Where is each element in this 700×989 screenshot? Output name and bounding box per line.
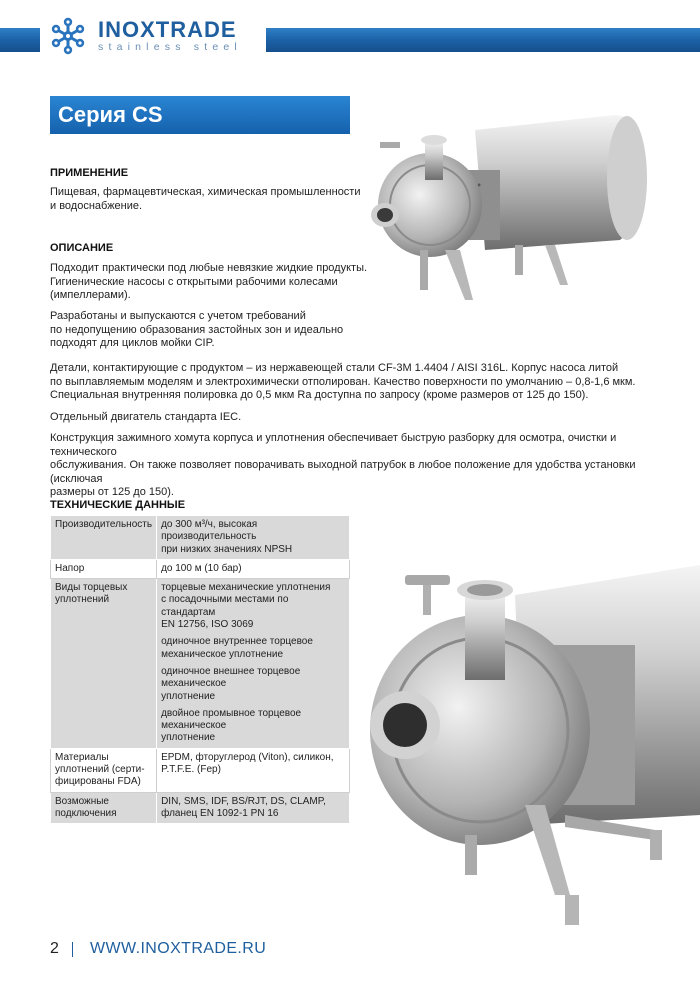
table-row: Производительность до 300 м³/ч, высокая производительность при низких значениях NPSH — [51, 516, 350, 560]
logo — [40, 10, 266, 62]
application-heading: ПРИМЕНЕНИЕ — [50, 167, 129, 179]
brand-tagline: stainless steel — [98, 41, 242, 53]
brand-name: INOXTRADE — [98, 17, 237, 42]
pump-image-large — [365, 565, 700, 940]
description-paragraph-3: Детали, контактирующие с продуктом – из нержавеющей стали CF-3M 1.4404 / AISI 316L. Корпус насоса литой по выплавляемым моделям и электрохимически отполирован. Качество поверхности по умолчанию – 0,8-1,6 мкм. Специальная внутренняя полировка до 0,5 мкм Ra доступна по запросу (кроме размеров от 125 до 150). — [50, 362, 636, 401]
page-title: Серия CS — [50, 96, 350, 134]
website-link[interactable]: WWW.INOXTRADE.RU — [90, 940, 267, 957]
table-row: Виды торцевых уплотнений торцевые механические уплотнения с посадочными местами по стандартам EN 12756, ISO 3069 одиночное внутреннее торцевое механическое уплотнение одиночное внешнее торцевое механическое уплотнение двойное промывное торцевое механическое уплотнение — [51, 579, 350, 749]
specs-heading: ТЕХНИЧЕСКИЕ ДАННЫЕ — [50, 499, 186, 511]
description-paragraph-2: Разработаны и выпускаются с учетом требований по недопущению образования застойных зон и идеально подходят для циклов мойки CIP. — [50, 310, 344, 349]
footer-divider — [72, 942, 73, 957]
page-number: 2 — [50, 940, 59, 957]
specs-table — [50, 515, 350, 824]
table-row: Возможные подключения DIN, SMS, IDF, BS/RJT, DS, CLAMP, фланец EN 1092-1 PN 16 — [51, 792, 350, 824]
table-row: Напор до 100 м (10 бар) — [51, 559, 350, 578]
table-row: Материалы уплотнений (серти- фицированы FDA) EPDM, фторуглерод (Viton), силикон, P.T.F.E. (Fep) — [51, 748, 350, 792]
snowflake-logo-icon — [46, 14, 90, 58]
description-heading: ОПИСАНИЕ — [50, 242, 114, 254]
pump-image-small — [365, 110, 665, 315]
description-paragraph-5: Конструкция зажимного хомута корпуса и уплотнения обеспечивает быструю разборку для осмотра, очистки и технического обслуживания. Он также позволяет поворачивать выходной патрубок в любое положение для удобства установки (исключая размеры от 125 до 150). — [50, 432, 636, 498]
application-text: Пищевая, фармацевтическая, химическая промышленности и водоснабжение. — [50, 186, 361, 212]
description-paragraph-1: Подходит практически под любые невязкие жидкие продукты. Гигиенические насосы с открытыми рабочими колесами (импеллерами). — [50, 262, 368, 301]
description-paragraph-4: Отдельный двигатель стандарта IEC. — [50, 411, 242, 423]
